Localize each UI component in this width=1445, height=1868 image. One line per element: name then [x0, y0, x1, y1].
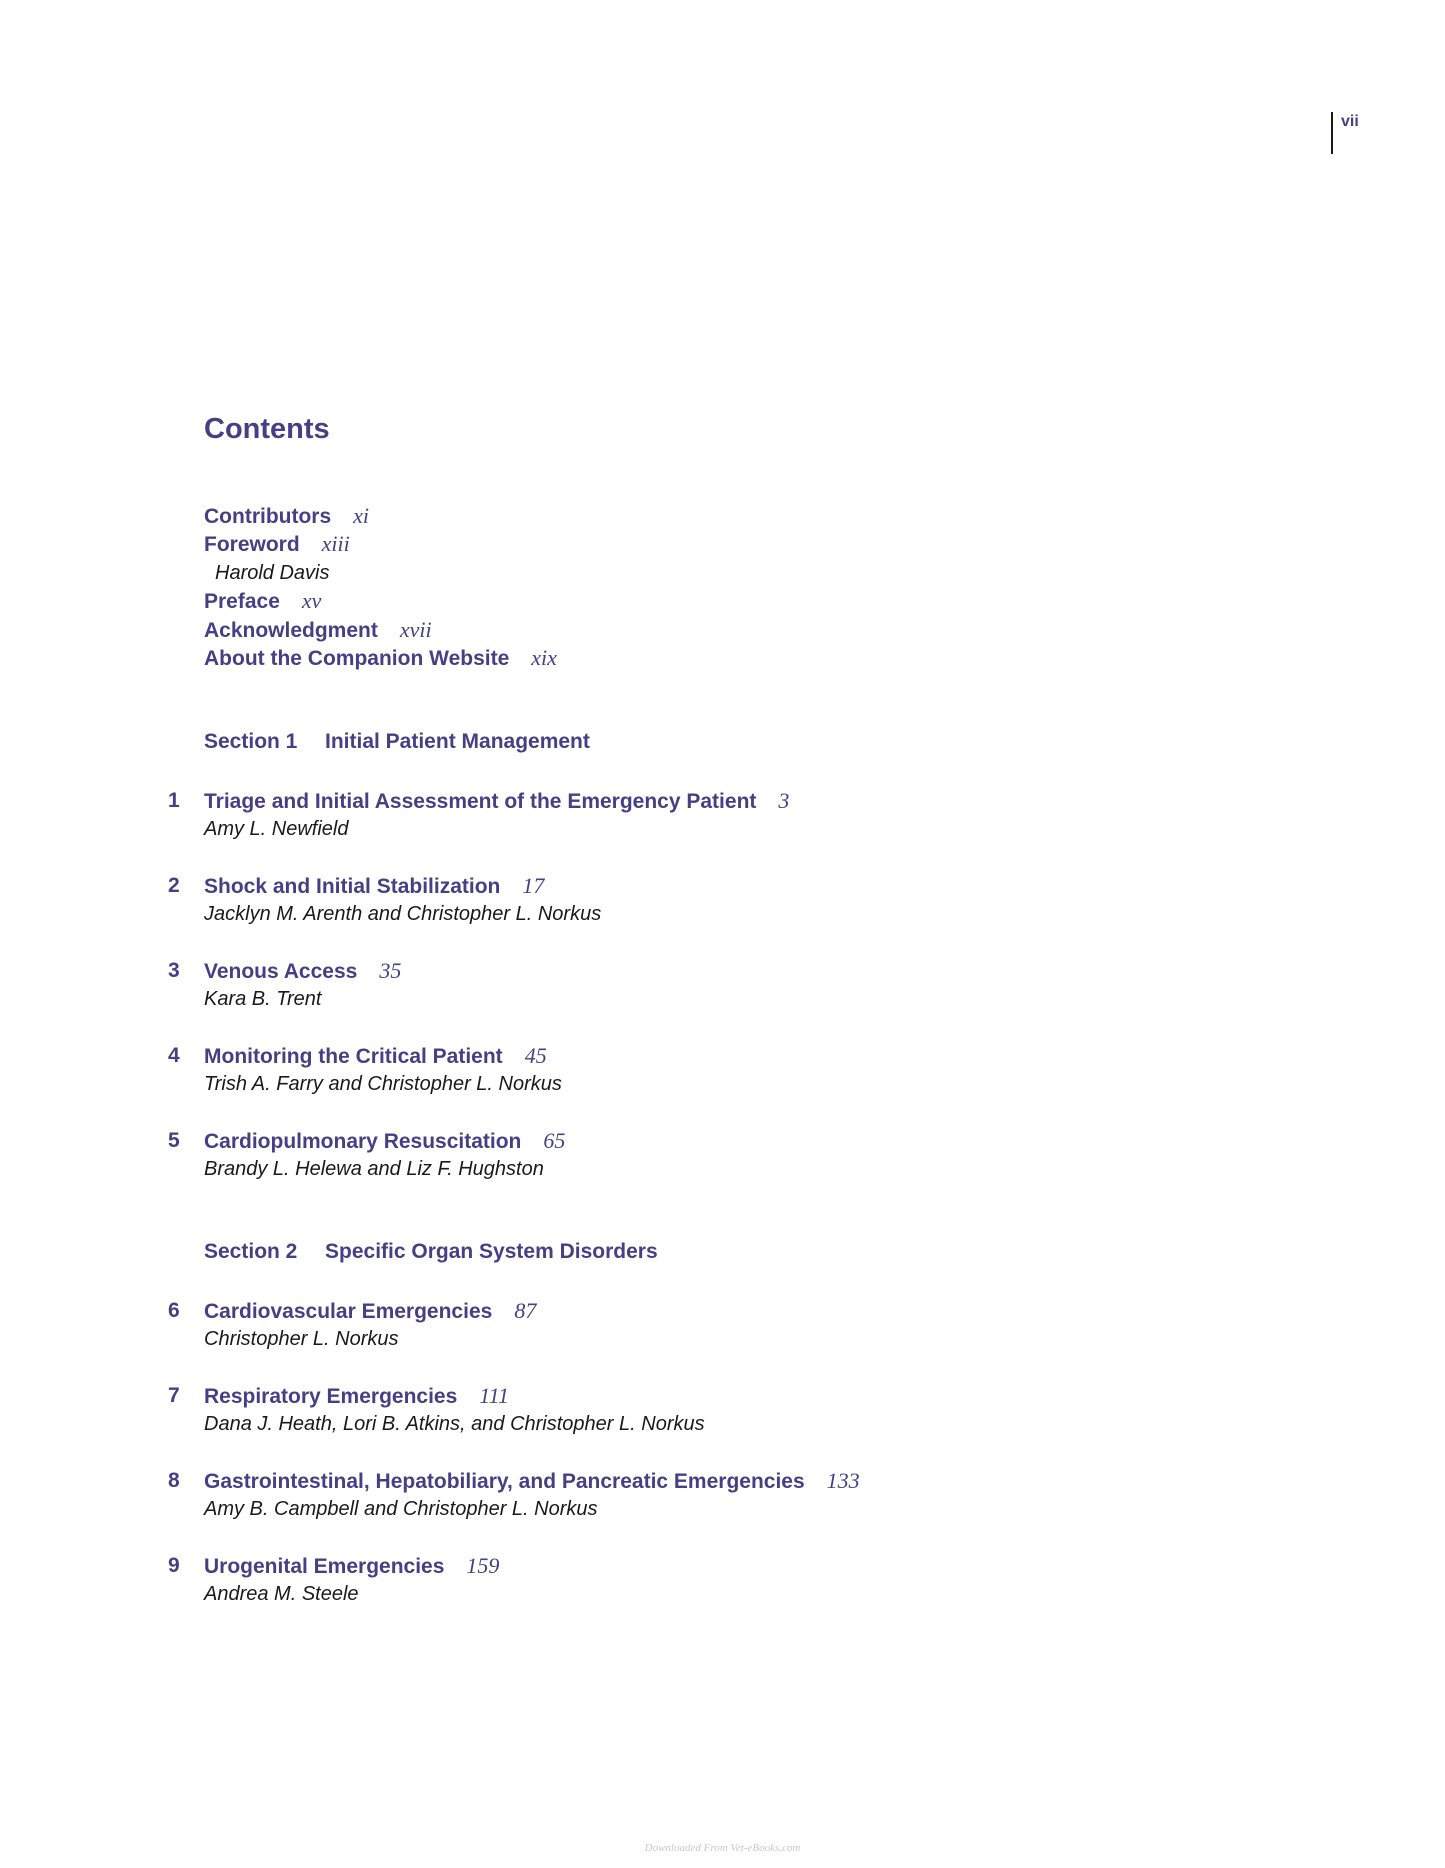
front-matter-label: Acknowledgment — [204, 618, 378, 642]
chapter-authors: Amy L. Newfield — [204, 818, 349, 840]
chapter-number: 5 — [168, 1129, 180, 1152]
chapter-page: 133 — [826, 1468, 860, 1493]
chapter-number: 2 — [168, 874, 180, 897]
foreword-author: Harold Davis — [215, 561, 330, 584]
chapter-title: Triage and Initial Assessment of the Emergency Patient — [204, 790, 757, 813]
front-matter-label: Contributors — [204, 505, 332, 528]
section-title: Specific Organ System Disorders — [325, 1240, 658, 1263]
chapter-authors: Kara B. Trent — [204, 988, 322, 1010]
chapter-page: 3 — [778, 788, 790, 813]
chapter-authors: Dana J. Heath, Lori B. Atkins, and Christopher L. Norkus — [204, 1413, 705, 1435]
chapter-title: Monitoring the Critical Patient — [204, 1045, 503, 1068]
chapter-title: Cardiovascular Emergencies — [204, 1300, 493, 1323]
chapter-number: 8 — [168, 1469, 180, 1492]
front-matter-item[interactable] — [204, 502, 557, 530]
chapter-title: Venous Access — [204, 960, 358, 983]
front-matter-list — [204, 502, 557, 672]
chapter-authors: Christopher L. Norkus — [204, 1328, 399, 1350]
section-number: Section 2 — [204, 1240, 298, 1263]
chapter-authors: Trish A. Farry and Christopher L. Norkus — [204, 1073, 562, 1095]
chapter-number: 1 — [168, 789, 180, 812]
front-matter-item[interactable] — [204, 587, 557, 615]
chapter-title: Shock and Initial Stabilization — [204, 875, 501, 898]
chapter-title: Cardiopulmonary Resuscitation — [204, 1130, 522, 1153]
front-matter-page: xix — [531, 644, 557, 670]
chapter-number: 3 — [168, 959, 180, 982]
chapter-title: Gastrointestinal, Hepatobiliary, and Pancreatic Emergencies — [204, 1470, 805, 1493]
chapter-page: 159 — [466, 1553, 500, 1578]
front-matter-page: xvii — [399, 616, 432, 642]
chapter-title: Respiratory Emergencies — [204, 1385, 458, 1408]
front-matter-page: xv — [301, 588, 322, 614]
section-heading[interactable] — [204, 730, 590, 754]
front-matter-item[interactable] — [204, 644, 557, 672]
front-matter-page: xi — [353, 503, 370, 528]
chapter-title: Urogenital Emergencies — [204, 1555, 445, 1578]
front-matter-page: xiii — [321, 531, 350, 557]
chapter-number: 6 — [168, 1299, 180, 1322]
chapter-page: 87 — [514, 1298, 537, 1323]
chapter-number: 7 — [168, 1384, 180, 1407]
chapter-page: 111 — [479, 1383, 510, 1408]
front-matter-item[interactable] — [204, 616, 557, 644]
page-title: Contents — [204, 413, 330, 445]
chapter-authors: Jacklyn M. Arenth and Christopher L. Norkus — [204, 903, 602, 925]
front-matter-label: Preface — [204, 590, 280, 614]
chapter-authors: Amy B. Campbell and Christopher L. Norkus — [204, 1498, 598, 1520]
front-matter-label: About the Companion Website — [204, 646, 510, 670]
section-number: Section 1 — [204, 730, 298, 753]
page-number: vii — [1331, 112, 1359, 154]
chapter-authors: Andrea M. Steele — [204, 1583, 359, 1605]
section-heading[interactable] — [204, 1240, 658, 1264]
chapter-number: 4 — [168, 1044, 180, 1067]
chapter-page: 45 — [524, 1043, 547, 1068]
front-matter-label: Foreword — [204, 533, 300, 557]
chapter-number: 9 — [168, 1554, 180, 1577]
chapter-page: 65 — [543, 1128, 566, 1153]
chapter-page: 35 — [379, 958, 402, 983]
section-title: Initial Patient Management — [325, 730, 590, 753]
download-watermark: Downloaded From Vet-eBooks.com — [644, 1842, 801, 1854]
chapter-authors: Brandy L. Helewa and Liz F. Hughston — [204, 1158, 544, 1180]
front-matter-item[interactable] — [204, 530, 557, 558]
chapter-page: 17 — [522, 873, 545, 898]
